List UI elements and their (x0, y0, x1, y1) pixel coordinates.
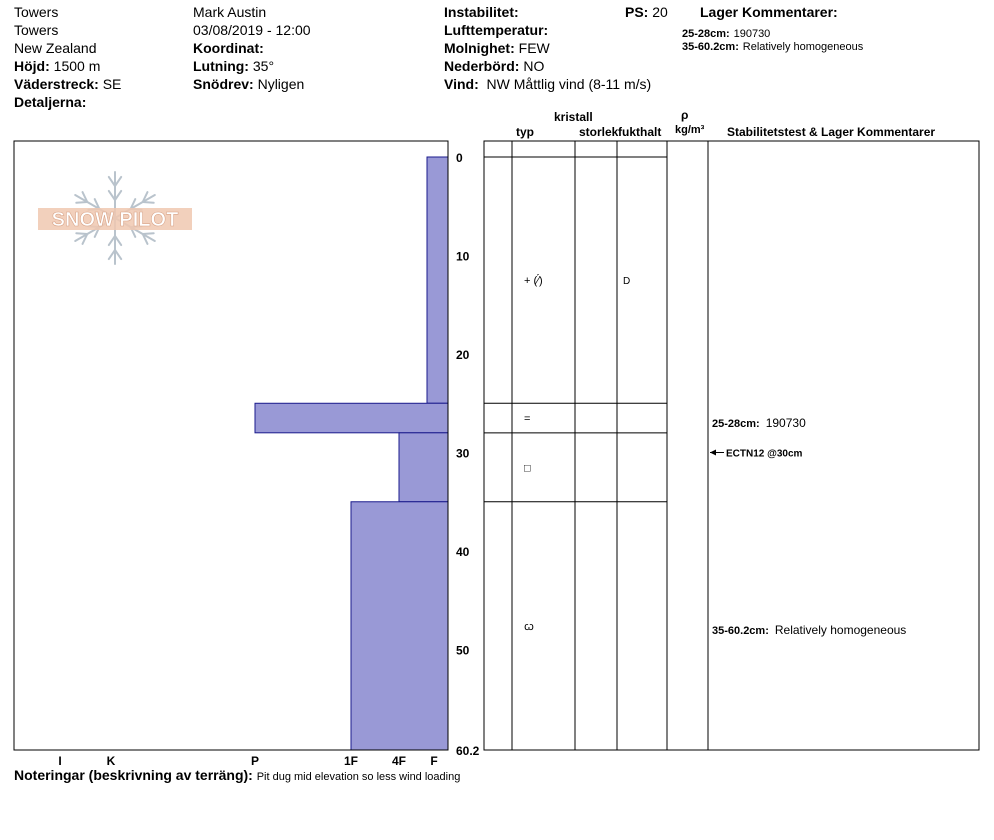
layer-comment-text: 190730 (733, 28, 771, 40)
slope-value: 35° (252, 58, 275, 74)
col-crystal: kristall (554, 110, 593, 124)
air-temp-label: Lufttemperatur: (444, 22, 549, 38)
col-rho-unit: kg/m³ (675, 124, 705, 136)
wind-value: NW Måttlig vind (8-11 m/s) (486, 76, 652, 92)
hardness-bar (255, 403, 448, 433)
col-type: typ (516, 125, 534, 139)
col-stability: Stabilitetstest & Lager Kommentarer (727, 125, 936, 139)
ps-label: PS: (625, 4, 649, 20)
grain-type: □ (524, 462, 531, 475)
flake-branch (76, 202, 87, 203)
snowpilot-logo (38, 172, 192, 264)
aspect-label: Väderstreck: (14, 76, 99, 92)
aspect-value: SE (102, 76, 122, 92)
hardness-tick-label: P (250, 754, 260, 768)
col-size: storlek (579, 125, 619, 139)
ps-value: 20 (652, 4, 668, 20)
hardness-tick-label: F (430, 754, 438, 768)
col-moisture: fukthalt (618, 125, 662, 139)
slope-label: Lutning: (193, 58, 249, 74)
drift-value: Nyligen (257, 76, 305, 92)
hardness-tick-label: I (58, 754, 62, 768)
notes-label: Noteringar (beskrivning av terräng): (14, 767, 253, 783)
stability-comment-range: 35-60.2cm: (712, 624, 769, 637)
hardness-bar (427, 157, 448, 403)
wind-label: Vind: (444, 76, 479, 92)
grain-moisture: D (623, 276, 631, 288)
location-1: Towers (14, 4, 59, 20)
details-label: Detaljerna: (14, 94, 87, 110)
notes-text: Pit dug mid elevation so less wind loading (256, 771, 461, 783)
elevation-label: Höjd: (14, 58, 50, 74)
hardness-tick-label: 1F (343, 754, 359, 768)
layer-comments-title: Lager Kommentarer: (700, 4, 838, 20)
flake-branch (143, 233, 154, 234)
instability-label: Instabilitet: (444, 4, 519, 20)
stability-comment-range: 25-28cm: (712, 417, 760, 430)
grain-type: = (524, 413, 531, 426)
depth-tick-label: 10 (456, 249, 470, 264)
observer: Mark Austin (193, 4, 267, 20)
grain-type: + (⁄́) (524, 275, 543, 288)
grain-type: ꞷ (524, 620, 534, 633)
flake-branch (76, 233, 87, 234)
hardness-tick-label: K (106, 754, 116, 768)
hardness-tick-label: 4F (391, 754, 407, 768)
elevation-value: 1500 m (53, 58, 101, 74)
stability-test-label: ECTN12 @30cm (726, 448, 803, 460)
layer-comment-range: 35-60.2cm: (682, 41, 739, 53)
hardness-bar (399, 433, 448, 502)
logo-text: SNOW PILOT (51, 209, 179, 231)
depth-tick-label: 30 (456, 446, 470, 461)
location-2: Towers (14, 22, 59, 38)
precip-label: Nederbörd: (444, 58, 520, 74)
country: New Zealand (14, 40, 97, 56)
datetime: 03/08/2019 - 12:00 (193, 22, 311, 38)
hardness-bar (351, 502, 448, 750)
coord-label: Koordinat: (193, 40, 264, 56)
precip-value: NO (523, 58, 545, 74)
col-rho: ρ (681, 108, 689, 122)
layer-table-frame (484, 141, 979, 750)
layer-comment-text: Relatively homogeneous (742, 41, 864, 53)
stability-comment-text: Relatively homogeneous (774, 622, 907, 637)
stability-test-arrow (710, 450, 716, 456)
sky-value: FEW (518, 40, 550, 56)
depth-tick-label: 50 (456, 643, 470, 658)
sky-label: Molnighet: (444, 40, 515, 56)
depth-tick-label: 0 (456, 151, 463, 165)
depth-tick-label: 40 (456, 545, 470, 560)
drift-label: Snödrev: (193, 76, 254, 92)
depth-tick-label: 60.2 (456, 744, 480, 758)
flake-branch (143, 202, 154, 203)
depth-tick-label: 20 (456, 348, 470, 363)
stability-comment-text: 190730 (765, 415, 806, 430)
layer-comment-range: 25-28cm: (682, 28, 730, 40)
